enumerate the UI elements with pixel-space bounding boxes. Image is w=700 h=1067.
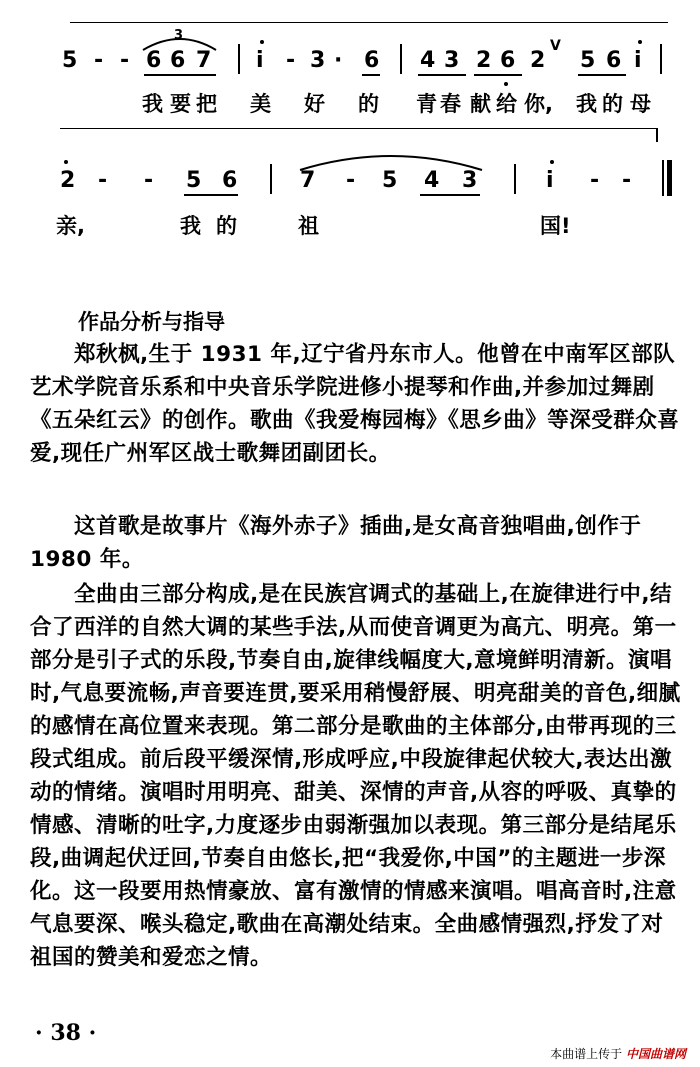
- lyric: 献: [470, 92, 491, 116]
- lyric: 祖: [298, 214, 319, 238]
- paragraph-background: 这首歌是故事片《海外赤子》插曲,是女高音独唱曲,创作于 1980 年。: [30, 514, 642, 572]
- slur-end: [656, 128, 658, 142]
- barline: [660, 44, 662, 74]
- underline: [420, 194, 480, 196]
- paragraph-biography: 郑秋枫,生于 1931 年,辽宁省丹东市人。他曾在中南军区部队艺术学院音乐系和中央音乐学院进修小提琴和作曲,并参加过舞剧《五朵红云》的创作。歌曲《我爱梅园梅》《思乡曲》等深受群众喜爱,现任广州军区战士歌舞团副团长。: [30, 342, 680, 466]
- lyric: 国!: [540, 214, 571, 238]
- note-dash: -: [144, 168, 154, 193]
- note: 2: [476, 48, 492, 73]
- footer-source: [550, 1045, 686, 1062]
- lyric: 我: [180, 214, 201, 238]
- note: 2: [60, 168, 76, 193]
- note-dash: -: [120, 48, 130, 73]
- note: i: [256, 48, 264, 73]
- note: 6: [606, 48, 622, 73]
- note: 5: [62, 48, 78, 73]
- barline: [270, 164, 272, 194]
- lyric: 青: [416, 92, 437, 116]
- underline: [578, 74, 626, 76]
- underline: [184, 194, 238, 196]
- note: i: [634, 48, 642, 73]
- low-dot: [504, 82, 508, 86]
- final-barline-thin: [662, 160, 664, 196]
- underline: [474, 74, 522, 76]
- note-dash: -: [98, 168, 108, 193]
- page-number: · 38 ·: [35, 1020, 97, 1046]
- note: 7: [196, 48, 212, 73]
- lyric: 我: [576, 92, 597, 116]
- paragraph-analysis: 全曲由三部分构成,是在民族宫调式的基础上,在旋律进行中,结合了西洋的自然大调的某些手法,从而使音调更为高亢、明亮。第一部分是引子式的乐段,节奏自由,旋律线幅度大,意境鲜明清新。演唱时,气息要流畅,声音要连贯,要采用稍慢舒展、明亮甜美的音色,细腻的感情在高位置来表现。第二部分是歌曲的主体部分,由带再现的三段式组成。前后段平缓深情,形成呼应,中段旋律起伏较大,表达出激动的情绪。演唱时用明亮、甜美、深情的声音,从容的呼吸、真挚的情感、清晰的吐字,力度逐步由弱渐强加以表现。第三部分是结尾乐段,曲调起伏迂回,节奏自由悠长,把“我爱你,中国”的主题进一步深化。这一段要用热情豪放、富有激情的情感来演唱。唱高音时,注意气息要深、喉头稳定,歌曲在高潮处结束。全曲感情强烈,抒发了对祖国的赞美和爱恋之情。: [30, 582, 681, 970]
- lyric: 好: [304, 92, 325, 116]
- score-top-rule: [70, 22, 668, 23]
- lyric: 的: [602, 92, 623, 116]
- underline: [144, 74, 216, 76]
- note: 6: [500, 48, 516, 73]
- note-dash: -: [346, 168, 356, 193]
- triplet-mark: 3: [174, 28, 184, 43]
- underline: [362, 74, 380, 76]
- note: 7: [300, 168, 316, 193]
- high-dot: [638, 40, 642, 44]
- lyric: 要: [170, 92, 191, 116]
- final-barline-thick: [667, 160, 672, 196]
- lyric: 把: [196, 92, 217, 116]
- lyric: 春: [440, 92, 461, 116]
- lyric: 的: [216, 214, 237, 238]
- footer-site: 中国曲谱网: [625, 1047, 686, 1061]
- note: 5: [382, 168, 398, 193]
- note: 2: [530, 48, 546, 73]
- note: 6: [170, 48, 186, 73]
- note: 4: [420, 48, 436, 73]
- triplet-slur: [140, 30, 220, 52]
- lyric: 母: [630, 92, 651, 116]
- lyric: 你,: [524, 92, 553, 116]
- note: 3: [310, 48, 326, 73]
- note: 3: [462, 168, 478, 193]
- breath-mark: V: [550, 38, 561, 54]
- underline: [418, 74, 466, 76]
- note-dash: -: [622, 168, 632, 193]
- slur-rule: [60, 128, 656, 129]
- note-dash: -: [94, 48, 104, 73]
- lyric: 美: [250, 92, 271, 116]
- note: 6: [146, 48, 162, 73]
- note: 5: [186, 168, 202, 193]
- note: 6: [364, 48, 380, 73]
- note-dash: -: [286, 48, 296, 73]
- barline: [514, 164, 516, 194]
- high-dot: [64, 160, 68, 164]
- note: 3: [444, 48, 460, 73]
- lyric: 亲,: [56, 214, 85, 238]
- lyric: 我: [142, 92, 163, 116]
- note: 4: [424, 168, 440, 193]
- barline: [238, 44, 240, 74]
- section-heading: 作品分析与指导: [78, 310, 225, 334]
- dot-mark: ·: [334, 48, 343, 73]
- high-dot: [550, 160, 554, 164]
- note: 6: [222, 168, 238, 193]
- high-dot: [260, 40, 264, 44]
- lyric: 给: [496, 92, 517, 116]
- barline: [400, 44, 402, 74]
- note: 5: [580, 48, 596, 73]
- note: i: [546, 168, 554, 193]
- note-dash: -: [590, 168, 600, 193]
- footer-prefix: 本曲谱上传于: [550, 1047, 623, 1061]
- lyric: 的: [358, 92, 379, 116]
